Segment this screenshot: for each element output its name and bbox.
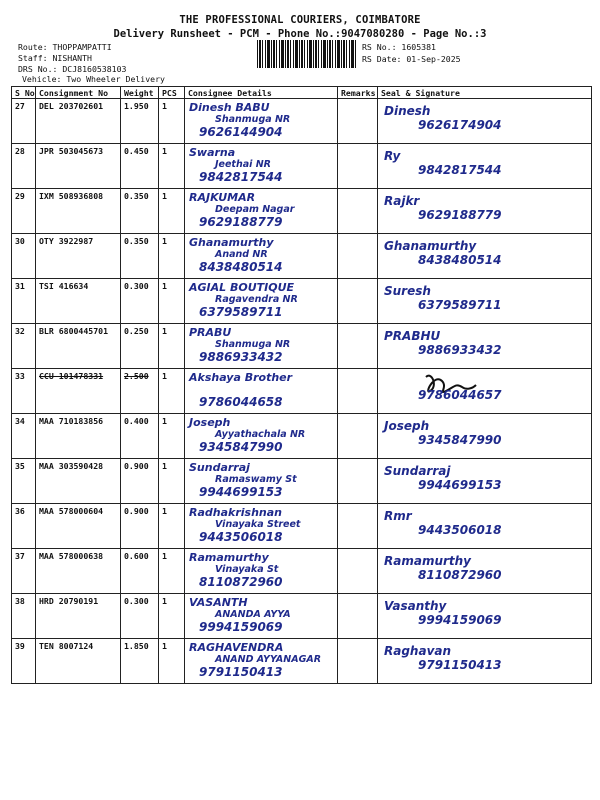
signature-phone: 9994159069	[418, 613, 502, 627]
weight-value: 0.450	[121, 144, 159, 189]
signature-phone: 9886933432	[418, 343, 502, 357]
consignment-number: IXM 508936808	[36, 189, 121, 234]
signature-phone: 9786044657	[418, 388, 502, 402]
weight-value: 2.500	[121, 369, 159, 414]
rs-date: RS Date: 01-Sep-2025	[362, 54, 461, 64]
serial-number: 33	[12, 369, 36, 414]
signature-cell	[378, 324, 592, 369]
signature-text: Rmr	[384, 509, 412, 523]
consignment-number: DEL 203702601	[36, 99, 121, 144]
consignee-phone: 6379589711	[199, 305, 283, 319]
col-weight: Weight	[121, 87, 159, 99]
remarks-cell	[338, 99, 378, 144]
pcs-value: 1	[159, 549, 185, 594]
consignee-details	[185, 459, 338, 504]
serial-number: 28	[12, 144, 36, 189]
remarks-cell	[338, 459, 378, 504]
consignee-phone: 9842817544	[199, 170, 283, 184]
signature-cell	[378, 189, 592, 234]
consignee-details	[185, 234, 338, 279]
remarks-cell	[338, 414, 378, 459]
consignee-details	[185, 144, 338, 189]
remarks-cell	[338, 369, 378, 414]
pcs-value: 1	[159, 99, 185, 144]
consignment-number: MAA 578000638	[36, 549, 121, 594]
consignee-phone: 9443506018	[199, 530, 283, 544]
signature-text: Raghavan	[384, 644, 452, 658]
consignee-phone: 9944699153	[199, 485, 283, 499]
consignee-phone: 9626144904	[199, 125, 283, 139]
col-pcs: PCS	[159, 87, 185, 99]
pcs-value: 1	[159, 414, 185, 459]
consignment-number: MAA 578000604	[36, 504, 121, 549]
consignee-name: Dinesh BABU	[189, 101, 270, 114]
consignee-name: Ghanamurthy	[189, 236, 274, 249]
serial-number: 27	[12, 99, 36, 144]
consignee-name: Sundarraj	[189, 461, 250, 474]
weight-value: 0.400	[121, 414, 159, 459]
consignee-name: Joseph	[189, 416, 231, 429]
signature-text: Sundarraj	[384, 464, 451, 478]
remarks-cell	[338, 594, 378, 639]
pcs-value: 1	[159, 594, 185, 639]
serial-number: 35	[12, 459, 36, 504]
consignee-name: PRABU	[189, 326, 232, 339]
serial-number: 30	[12, 234, 36, 279]
signature-phone: 6379589711	[418, 298, 502, 312]
signature-text: Dinesh	[384, 104, 431, 118]
consignee-name: Ramamurthy	[189, 551, 269, 564]
consignee-name: RAGHAVENDRA	[189, 641, 284, 654]
weight-value: 0.350	[121, 234, 159, 279]
serial-number: 38	[12, 594, 36, 639]
table-row	[12, 99, 592, 144]
col-consignment: Consignment No	[36, 87, 121, 99]
vehicle-label: Vehicle: Two Wheeler Delivery	[22, 74, 165, 84]
signature-phone: 9791150413	[418, 658, 502, 672]
signature-cell	[378, 144, 592, 189]
weight-value: 0.300	[121, 279, 159, 324]
signature-cell	[378, 549, 592, 594]
consignee-area: Ragavendra NR	[215, 294, 298, 305]
signature-text: PRABHU	[384, 329, 441, 343]
weight-value: 0.900	[121, 459, 159, 504]
consignee-phone: 9791150413	[199, 665, 283, 679]
table-row	[12, 144, 592, 189]
consignee-name: Swarna	[189, 146, 236, 159]
pcs-value: 1	[159, 279, 185, 324]
consignee-details	[185, 504, 338, 549]
consignment-number: HRD 20790191	[36, 594, 121, 639]
consignee-area: Shanmuga NR	[215, 339, 291, 350]
table-row	[12, 369, 592, 414]
signature-text: Ghanamurthy	[384, 239, 477, 253]
signature-text: Ramamurthy	[384, 554, 472, 568]
signature-phone: 9626174904	[418, 118, 502, 132]
remarks-cell	[338, 144, 378, 189]
table-row	[12, 594, 592, 639]
consignee-phone: 8110872960	[199, 575, 283, 589]
signature-cell	[378, 279, 592, 324]
consignee-details	[185, 639, 338, 684]
signature-cell	[378, 459, 592, 504]
consignee-details	[185, 549, 338, 594]
signature-phone: 9443506018	[418, 523, 502, 537]
serial-number: 34	[12, 414, 36, 459]
pcs-value: 1	[159, 459, 185, 504]
serial-number: 36	[12, 504, 36, 549]
signature-cell	[378, 414, 592, 459]
weight-value: 0.250	[121, 324, 159, 369]
signature-cell	[378, 594, 592, 639]
remarks-cell	[338, 639, 378, 684]
barcode-icon	[257, 40, 357, 68]
signature-phone: 8438480514	[418, 253, 502, 267]
table-row	[12, 234, 592, 279]
remarks-cell	[338, 234, 378, 279]
route-label: Route: THOPPAMPATTI	[18, 42, 112, 52]
consignee-name: RAJKUMAR	[189, 191, 256, 204]
runsheet-subtitle: Delivery Runsheet - PCM - Phone No.:9047080280 - Page No.:3	[113, 28, 487, 40]
consignee-details	[185, 99, 338, 144]
remarks-cell	[338, 504, 378, 549]
consignment-number: BLR 6800445701	[36, 324, 121, 369]
remarks-cell	[338, 279, 378, 324]
signature-phone: 8110872960	[418, 568, 502, 582]
pcs-value: 1	[159, 639, 185, 684]
table-header-row	[12, 87, 592, 99]
consignee-details	[185, 369, 338, 414]
serial-number: 37	[12, 549, 36, 594]
consignment-number: MAA 710183856	[36, 414, 121, 459]
signature-text: Rajkr	[384, 194, 420, 208]
drs-number: DRS No.: DCJ8160538103	[18, 64, 127, 74]
consignee-details	[185, 414, 338, 459]
table-row	[12, 504, 592, 549]
signature-text: Joseph	[384, 419, 430, 433]
signature-phone: 9944699153	[418, 478, 502, 492]
pcs-value: 1	[159, 189, 185, 234]
rs-number: RS No.: 1605381	[362, 42, 436, 52]
signature-phone: 9629188779	[418, 208, 502, 222]
consignee-phone: 9886933432	[199, 350, 283, 364]
pcs-value: 1	[159, 369, 185, 414]
remarks-cell	[338, 549, 378, 594]
serial-number: 29	[12, 189, 36, 234]
staff-label: Staff: NISHANTH	[18, 53, 92, 63]
consignee-details	[185, 189, 338, 234]
consignee-area: Ramaswamy St	[215, 474, 297, 485]
consignee-area: ANAND AYYANAGAR	[215, 654, 322, 665]
signature-cell	[378, 639, 592, 684]
col-sno: S No	[12, 87, 36, 99]
consignee-name: Akshaya Brother	[189, 371, 293, 384]
signature-cell	[378, 99, 592, 144]
consignee-details	[185, 279, 338, 324]
serial-number: 39	[12, 639, 36, 684]
consignee-phone: 9345847990	[199, 440, 283, 454]
consignee-phone: 9786044658	[199, 395, 283, 409]
pcs-value: 1	[159, 504, 185, 549]
consignment-number: CCU 101478331	[36, 369, 121, 414]
consignee-details	[185, 324, 338, 369]
pcs-value: 1	[159, 144, 185, 189]
consignee-area: Deepam Nagar	[215, 204, 295, 215]
table-row	[12, 639, 592, 684]
col-consignee: Consignee Details	[185, 87, 338, 99]
consignment-number: TEN 8007124	[36, 639, 121, 684]
remarks-cell	[338, 189, 378, 234]
consignment-number: OTY 3922987	[36, 234, 121, 279]
signature-phone: 9842817544	[418, 163, 502, 177]
consignee-area: Vinayaka Street	[215, 519, 301, 530]
signature-cell	[378, 369, 592, 414]
signature-phone: 9345847990	[418, 433, 502, 447]
col-remarks: Remarks	[338, 87, 378, 99]
consignment-number: JPR 503045673	[36, 144, 121, 189]
table-row	[12, 549, 592, 594]
consignee-name: Radhakrishnan	[189, 506, 282, 519]
consignee-area: Anand NR	[215, 249, 268, 260]
weight-value: 0.300	[121, 594, 159, 639]
table-row	[12, 324, 592, 369]
consignee-area: Jeethai NR	[215, 159, 271, 170]
pcs-value: 1	[159, 234, 185, 279]
signature-cell	[378, 234, 592, 279]
consignment-number: MAA 303590428	[36, 459, 121, 504]
serial-number: 32	[12, 324, 36, 369]
remarks-cell	[338, 324, 378, 369]
consignee-area: Vinayaka St	[215, 564, 279, 575]
runsheet-table	[11, 86, 592, 684]
consignee-name: VASANTH	[189, 596, 248, 609]
signature-text: Vasanthy	[384, 599, 447, 613]
signature-text: Ry	[384, 149, 401, 163]
table-row	[12, 414, 592, 459]
table-row	[12, 279, 592, 324]
col-signature: Seal & Signature	[378, 87, 592, 99]
consignee-phone: 8438480514	[199, 260, 283, 274]
weight-value: 0.600	[121, 549, 159, 594]
consignee-area: ANANDA AYYA	[215, 609, 291, 620]
consignee-details	[185, 594, 338, 639]
weight-value: 1.950	[121, 99, 159, 144]
company-title: THE PROFESSIONAL COURIERS, COIMBATORE	[179, 14, 421, 26]
consignee-area: Ayyathachala NR	[215, 429, 306, 440]
signature-text: Suresh	[384, 284, 431, 298]
table-row	[12, 459, 592, 504]
weight-value: 0.350	[121, 189, 159, 234]
weight-value: 0.900	[121, 504, 159, 549]
weight-value: 1.850	[121, 639, 159, 684]
consignee-area: Shanmuga NR	[215, 114, 291, 125]
consignee-name: AGIAL BOUTIQUE	[189, 281, 295, 294]
consignee-phone: 9994159069	[199, 620, 283, 634]
table-row	[12, 189, 592, 234]
pcs-value: 1	[159, 324, 185, 369]
serial-number: 31	[12, 279, 36, 324]
consignee-phone: 9629188779	[199, 215, 283, 229]
signature-cell	[378, 504, 592, 549]
consignment-number: TSI 416634	[36, 279, 121, 324]
